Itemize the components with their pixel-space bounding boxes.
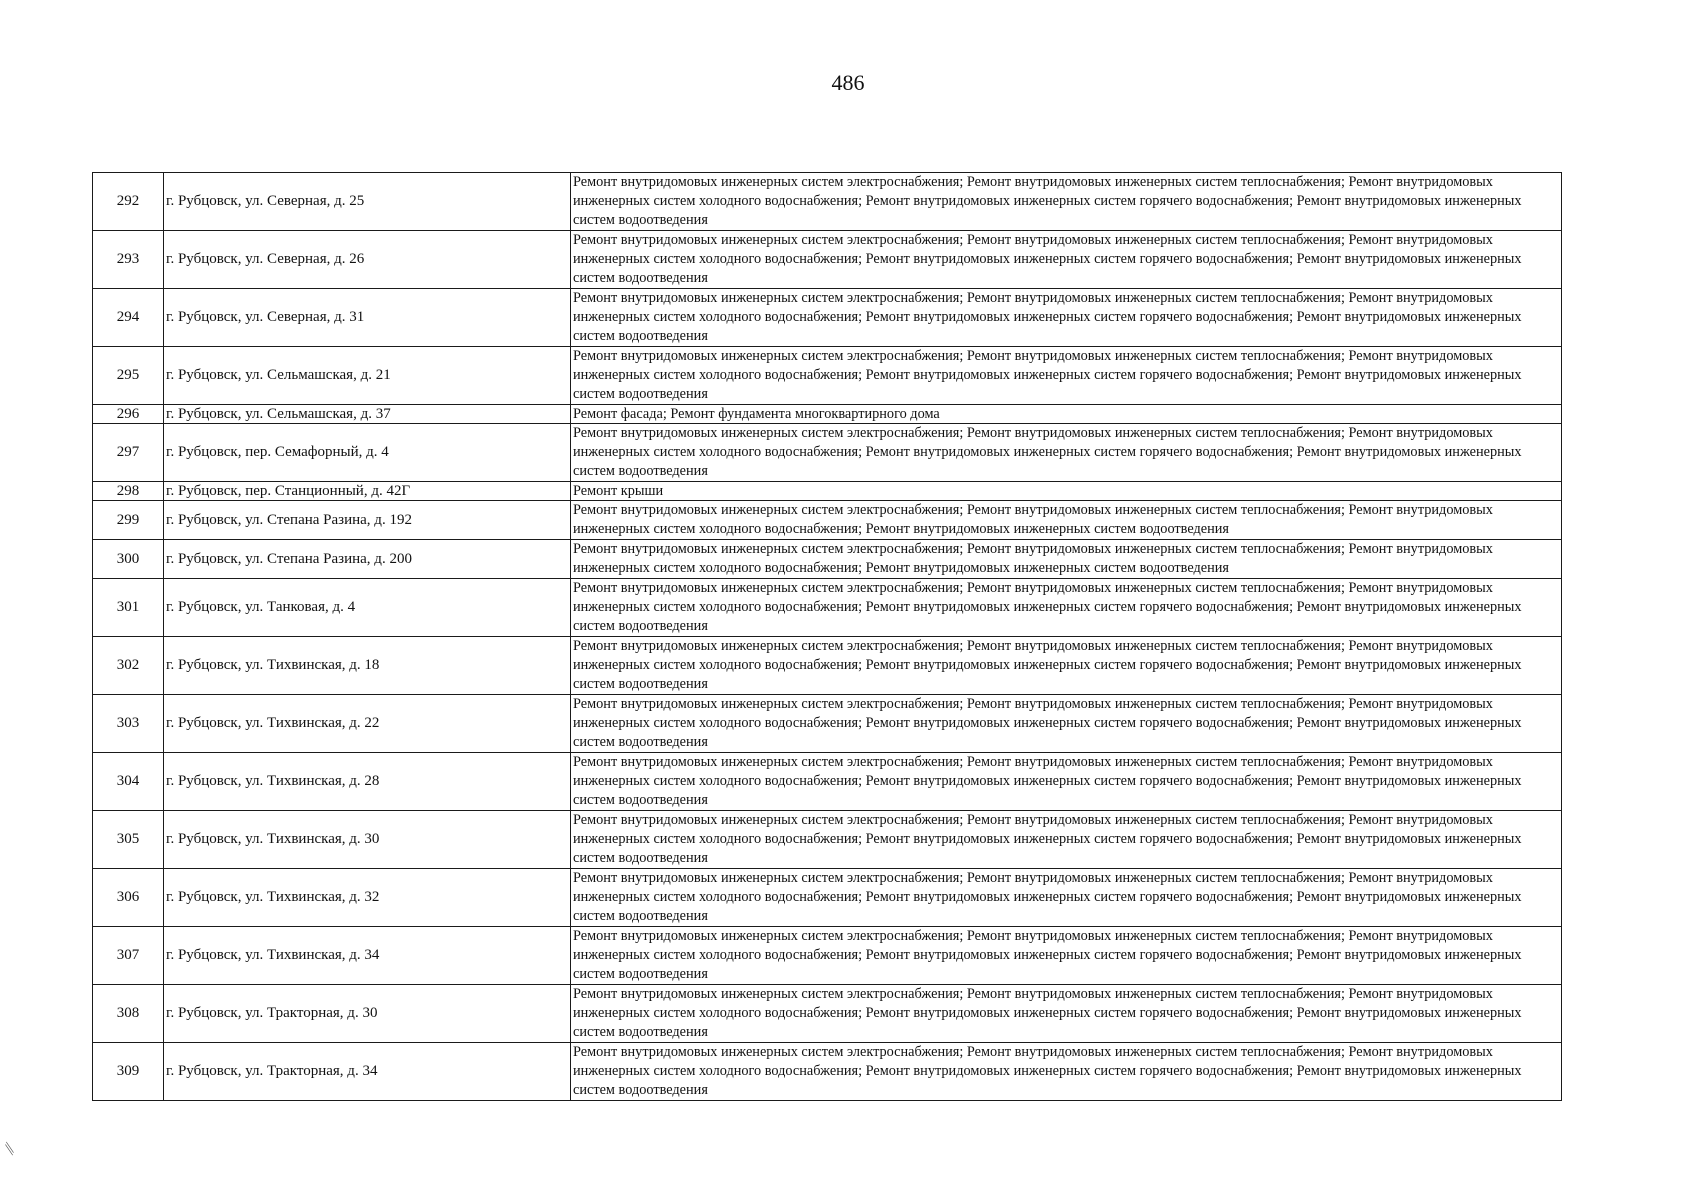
row-address: г. Рубцовск, ул. Сельмашская, д. 37 bbox=[164, 405, 571, 424]
row-works: Ремонт внутридомовых инженерных систем электроснабжения; Ремонт внутридомовых инженерных систем теплоснабжения; Ремонт внутридомовых инженерных систем холодного водоснабжения; Ремонт внутридомовых инженерных систем горячего водоснабжения; Ремонт внутридомовых инженерных систем водоотведения bbox=[571, 1043, 1562, 1101]
row-address: г. Рубцовск, пер. Станционный, д. 42Г bbox=[164, 482, 571, 501]
table-row bbox=[93, 405, 1562, 424]
table-row bbox=[93, 482, 1562, 501]
table-row bbox=[93, 927, 1562, 985]
row-number: 298 bbox=[93, 482, 164, 501]
table-row bbox=[93, 1043, 1562, 1101]
table-row bbox=[93, 173, 1562, 231]
row-number: 297 bbox=[93, 424, 164, 482]
row-number: 295 bbox=[93, 347, 164, 405]
table-row bbox=[93, 811, 1562, 869]
row-address: г. Рубцовск, ул. Тихвинская, д. 30 bbox=[164, 811, 571, 869]
row-works: Ремонт внутридомовых инженерных систем электроснабжения; Ремонт внутридомовых инженерных систем теплоснабжения; Ремонт внутридомовых инженерных систем холодного водоснабжения; Ремонт внутридомовых инженерных систем горячего водоснабжения; Ремонт внутридомовых инженерных систем водоотведения bbox=[571, 927, 1562, 985]
row-number: 306 bbox=[93, 869, 164, 927]
table-row bbox=[93, 753, 1562, 811]
row-address: г. Рубцовск, ул. Степана Разина, д. 192 bbox=[164, 501, 571, 540]
table-row bbox=[93, 424, 1562, 482]
row-works: Ремонт внутридомовых инженерных систем электроснабжения; Ремонт внутридомовых инженерных систем теплоснабжения; Ремонт внутридомовых инженерных систем холодного водоснабжения; Ремонт внутридомовых инженерных систем горячего водоснабжения; Ремонт внутридомовых инженерных систем водоотведения bbox=[571, 695, 1562, 753]
row-works: Ремонт внутридомовых инженерных систем электроснабжения; Ремонт внутридомовых инженерных систем теплоснабжения; Ремонт внутридомовых инженерных систем холодного водоснабжения; Ремонт внутридомовых инженерных систем горячего водоснабжения; Ремонт внутридомовых инженерных систем водоотведения bbox=[571, 347, 1562, 405]
row-works: Ремонт внутридомовых инженерных систем электроснабжения; Ремонт внутридомовых инженерных систем теплоснабжения; Ремонт внутридомовых инженерных систем холодного водоснабжения; Ремонт внутридомовых инженерных систем горячего водоснабжения; Ремонт внутридомовых инженерных систем водоотведения bbox=[571, 869, 1562, 927]
row-number: 309 bbox=[93, 1043, 164, 1101]
table-row bbox=[93, 695, 1562, 753]
table-row bbox=[93, 869, 1562, 927]
table-row bbox=[93, 501, 1562, 540]
row-works: Ремонт внутридомовых инженерных систем электроснабжения; Ремонт внутридомовых инженерных систем теплоснабжения; Ремонт внутридомовых инженерных систем холодного водоснабжения; Ремонт внутридомовых инженерных систем горячего водоснабжения; Ремонт внутридомовых инженерных систем водоотведения bbox=[571, 753, 1562, 811]
row-number: 292 bbox=[93, 173, 164, 231]
row-works: Ремонт внутридомовых инженерных систем электроснабжения; Ремонт внутридомовых инженерных систем теплоснабжения; Ремонт внутридомовых инженерных систем холодного водоснабжения; Ремонт внутридомовых инженерных систем горячего водоснабжения; Ремонт внутридомовых инженерных систем водоотведения bbox=[571, 424, 1562, 482]
row-works: Ремонт внутридомовых инженерных систем электроснабжения; Ремонт внутридомовых инженерных систем теплоснабжения; Ремонт внутридомовых инженерных систем холодного водоснабжения; Ремонт внутридомовых инженерных систем водоотведения bbox=[571, 540, 1562, 579]
row-number: 305 bbox=[93, 811, 164, 869]
margin-scribble: ⁄⁄ bbox=[1, 1143, 20, 1155]
row-number: 303 bbox=[93, 695, 164, 753]
table-row bbox=[93, 540, 1562, 579]
table-row bbox=[93, 637, 1562, 695]
row-number: 300 bbox=[93, 540, 164, 579]
row-address: г. Рубцовск, ул. Тихвинская, д. 32 bbox=[164, 869, 571, 927]
row-address: г. Рубцовск, ул. Танковая, д. 4 bbox=[164, 579, 571, 637]
row-number: 302 bbox=[93, 637, 164, 695]
table-row bbox=[93, 347, 1562, 405]
table-row bbox=[93, 579, 1562, 637]
table-row bbox=[93, 289, 1562, 347]
row-works: Ремонт фасада; Ремонт фундамента многоквартирного дома bbox=[571, 405, 1562, 424]
row-works: Ремонт внутридомовых инженерных систем электроснабжения; Ремонт внутридомовых инженерных систем теплоснабжения; Ремонт внутридомовых инженерных систем холодного водоснабжения; Ремонт внутридомовых инженерных систем горячего водоснабжения; Ремонт внутридомовых инженерных систем водоотведения bbox=[571, 985, 1562, 1043]
page-number: 486 bbox=[831, 70, 865, 95]
row-address: г. Рубцовск, ул. Северная, д. 31 bbox=[164, 289, 571, 347]
row-number: 299 bbox=[93, 501, 164, 540]
repair-table bbox=[92, 172, 1562, 1101]
row-address: г. Рубцовск, ул. Тракторная, д. 34 bbox=[164, 1043, 571, 1101]
row-works: Ремонт внутридомовых инженерных систем электроснабжения; Ремонт внутридомовых инженерных систем теплоснабжения; Ремонт внутридомовых инженерных систем холодного водоснабжения; Ремонт внутридомовых инженерных систем водоотведения bbox=[571, 501, 1562, 540]
row-address: г. Рубцовск, ул. Северная, д. 26 bbox=[164, 231, 571, 289]
row-number: 308 bbox=[93, 985, 164, 1043]
row-number: 307 bbox=[93, 927, 164, 985]
row-address: г. Рубцовск, ул. Тихвинская, д. 28 bbox=[164, 753, 571, 811]
row-address: г. Рубцовск, ул. Тракторная, д. 30 bbox=[164, 985, 571, 1043]
row-address: г. Рубцовск, ул. Тихвинская, д. 18 bbox=[164, 637, 571, 695]
row-number: 293 bbox=[93, 231, 164, 289]
row-works: Ремонт внутридомовых инженерных систем электроснабжения; Ремонт внутридомовых инженерных систем теплоснабжения; Ремонт внутридомовых инженерных систем холодного водоснабжения; Ремонт внутридомовых инженерных систем горячего водоснабжения; Ремонт внутридомовых инженерных систем водоотведения bbox=[571, 811, 1562, 869]
row-number: 301 bbox=[93, 579, 164, 637]
row-works: Ремонт крыши bbox=[571, 482, 1562, 501]
row-works: Ремонт внутридомовых инженерных систем электроснабжения; Ремонт внутридомовых инженерных систем теплоснабжения; Ремонт внутридомовых инженерных систем холодного водоснабжения; Ремонт внутридомовых инженерных систем горячего водоснабжения; Ремонт внутридомовых инженерных систем водоотведения bbox=[571, 637, 1562, 695]
row-works: Ремонт внутридомовых инженерных систем электроснабжения; Ремонт внутридомовых инженерных систем теплоснабжения; Ремонт внутридомовых инженерных систем холодного водоснабжения; Ремонт внутридомовых инженерных систем горячего водоснабжения; Ремонт внутридомовых инженерных систем водоотведения bbox=[571, 579, 1562, 637]
row-works: Ремонт внутридомовых инженерных систем электроснабжения; Ремонт внутридомовых инженерных систем теплоснабжения; Ремонт внутридомовых инженерных систем холодного водоснабжения; Ремонт внутридомовых инженерных систем горячего водоснабжения; Ремонт внутридомовых инженерных систем водоотведения bbox=[571, 231, 1562, 289]
row-address: г. Рубцовск, ул. Тихвинская, д. 34 bbox=[164, 927, 571, 985]
row-address: г. Рубцовск, ул. Степана Разина, д. 200 bbox=[164, 540, 571, 579]
row-address: г. Рубцовск, ул. Северная, д. 25 bbox=[164, 173, 571, 231]
row-number: 294 bbox=[93, 289, 164, 347]
row-number: 304 bbox=[93, 753, 164, 811]
row-number: 296 bbox=[93, 405, 164, 424]
row-works: Ремонт внутридомовых инженерных систем электроснабжения; Ремонт внутридомовых инженерных систем теплоснабжения; Ремонт внутридомовых инженерных систем холодного водоснабжения; Ремонт внутридомовых инженерных систем горячего водоснабжения; Ремонт внутридомовых инженерных систем водоотведения bbox=[571, 173, 1562, 231]
row-works: Ремонт внутридомовых инженерных систем электроснабжения; Ремонт внутридомовых инженерных систем теплоснабжения; Ремонт внутридомовых инженерных систем холодного водоснабжения; Ремонт внутридомовых инженерных систем горячего водоснабжения; Ремонт внутридомовых инженерных систем водоотведения bbox=[571, 289, 1562, 347]
table-row bbox=[93, 985, 1562, 1043]
row-address: г. Рубцовск, ул. Сельмашская, д. 21 bbox=[164, 347, 571, 405]
table-row bbox=[93, 231, 1562, 289]
row-address: г. Рубцовск, ул. Тихвинская, д. 22 bbox=[164, 695, 571, 753]
row-address: г. Рубцовск, пер. Семафорный, д. 4 bbox=[164, 424, 571, 482]
